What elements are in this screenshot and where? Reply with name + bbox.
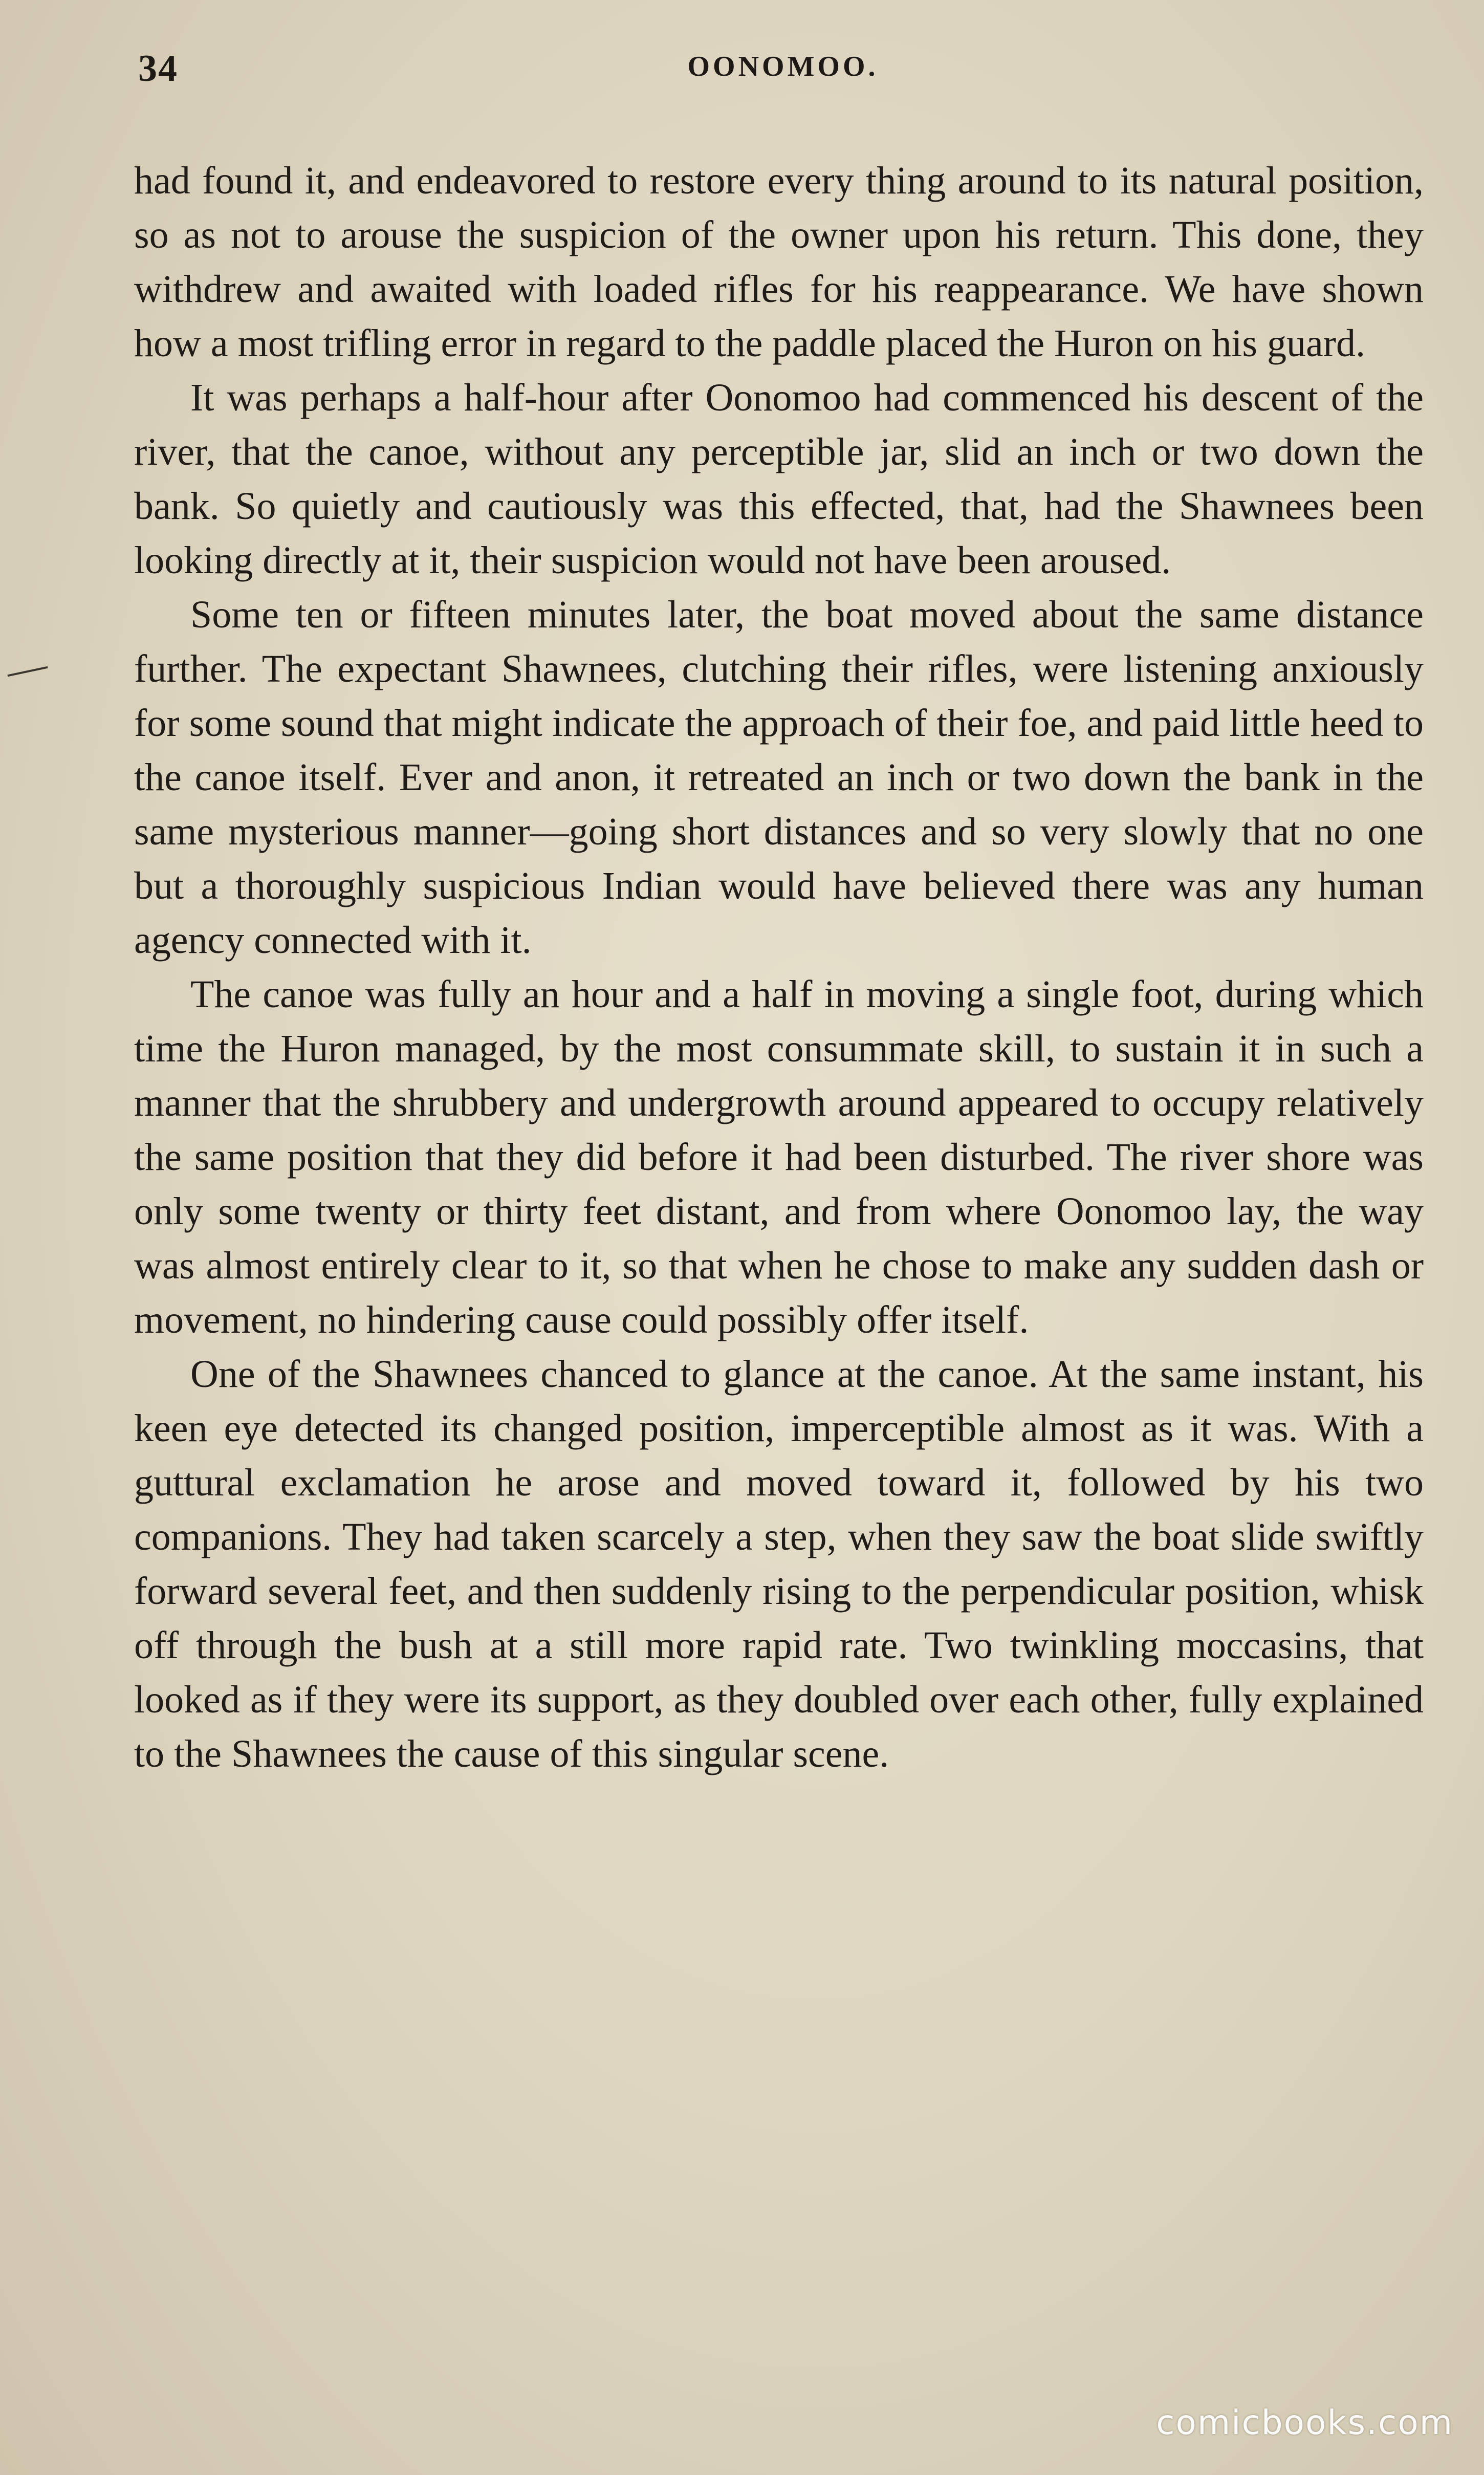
running-title: OONOMOO. [687,51,879,82]
running-header [138,47,1428,93]
paragraph-3: Some ten or fifteen minutes later, the boat moved about the same distance further. The expectant Shawnees, clutching their rifles, were listening anxiously for some sound that might indicate the approach of their foe, and paid little heed to the canoe itself. Ever and anon, it retreated an inch or two down the bank in the same mysterious manner—going short distances and so very slowly that no one but a thoroughly suspicious Indian would have believed there was any human agency connected with it. [134,593,1424,962]
watermark: comicbooks.com [1156,2403,1453,2442]
paragraph-1: had found it, and endeavored to restore every thing around to its natural position, so as not to arouse the suspicion of the owner upon his return. This done, they withdrew and awaited with loaded rifles for his reappearance. We have shown how a most trifling error in regard to the paddle placed the Huron on his guard. [134,159,1424,365]
margin-pencil-mark [7,666,48,677]
paragraph-4: The canoe was fully an hour and a half in moving a single foot, during which time the Huron managed, by the most consummate skill, to sustain it in such a manner that the shrubbery and undergrowth around appeared to occupy relatively the same position that they did before it had been disturbed. The river shore was only some twenty or thirty feet distant, and from where Oonomoo lay, the way was almost entirely clear to it, so that when he chose to make any sudden dash or movement, no hindering cause could possibly offer itself. [134,973,1424,1341]
paragraph-5: One of the Shawnees chanced to glance at the canoe. At the same instant, his keen eye detected its changed position, imperceptible almost as it was. With a guttural exclamation he arose and moved toward it, followed by his two companions. They had taken scarcely a step, when they saw the boat slide swiftly forward several feet, and then suddenly rising to the perpendicular position, whisk off through the bush at a still more rapid rate. Two twinkling moccasins, that looked as if they were its support, as they doubled over each other, fully explained to the Shawnees the cause of this singular scene. [134,1353,1424,1775]
page-number: 34 [138,48,178,90]
body-text [134,154,1424,1781]
paragraph-2: It was perhaps a half-hour after Oonomoo had commenced his descent of the river, that the canoe, without any perceptible jar, slid an inch or two down the bank. So quietly and cautiously was this effected, that, had the Shawnees been looking directly at it, their suspicion would not have been aroused. [134,376,1424,582]
